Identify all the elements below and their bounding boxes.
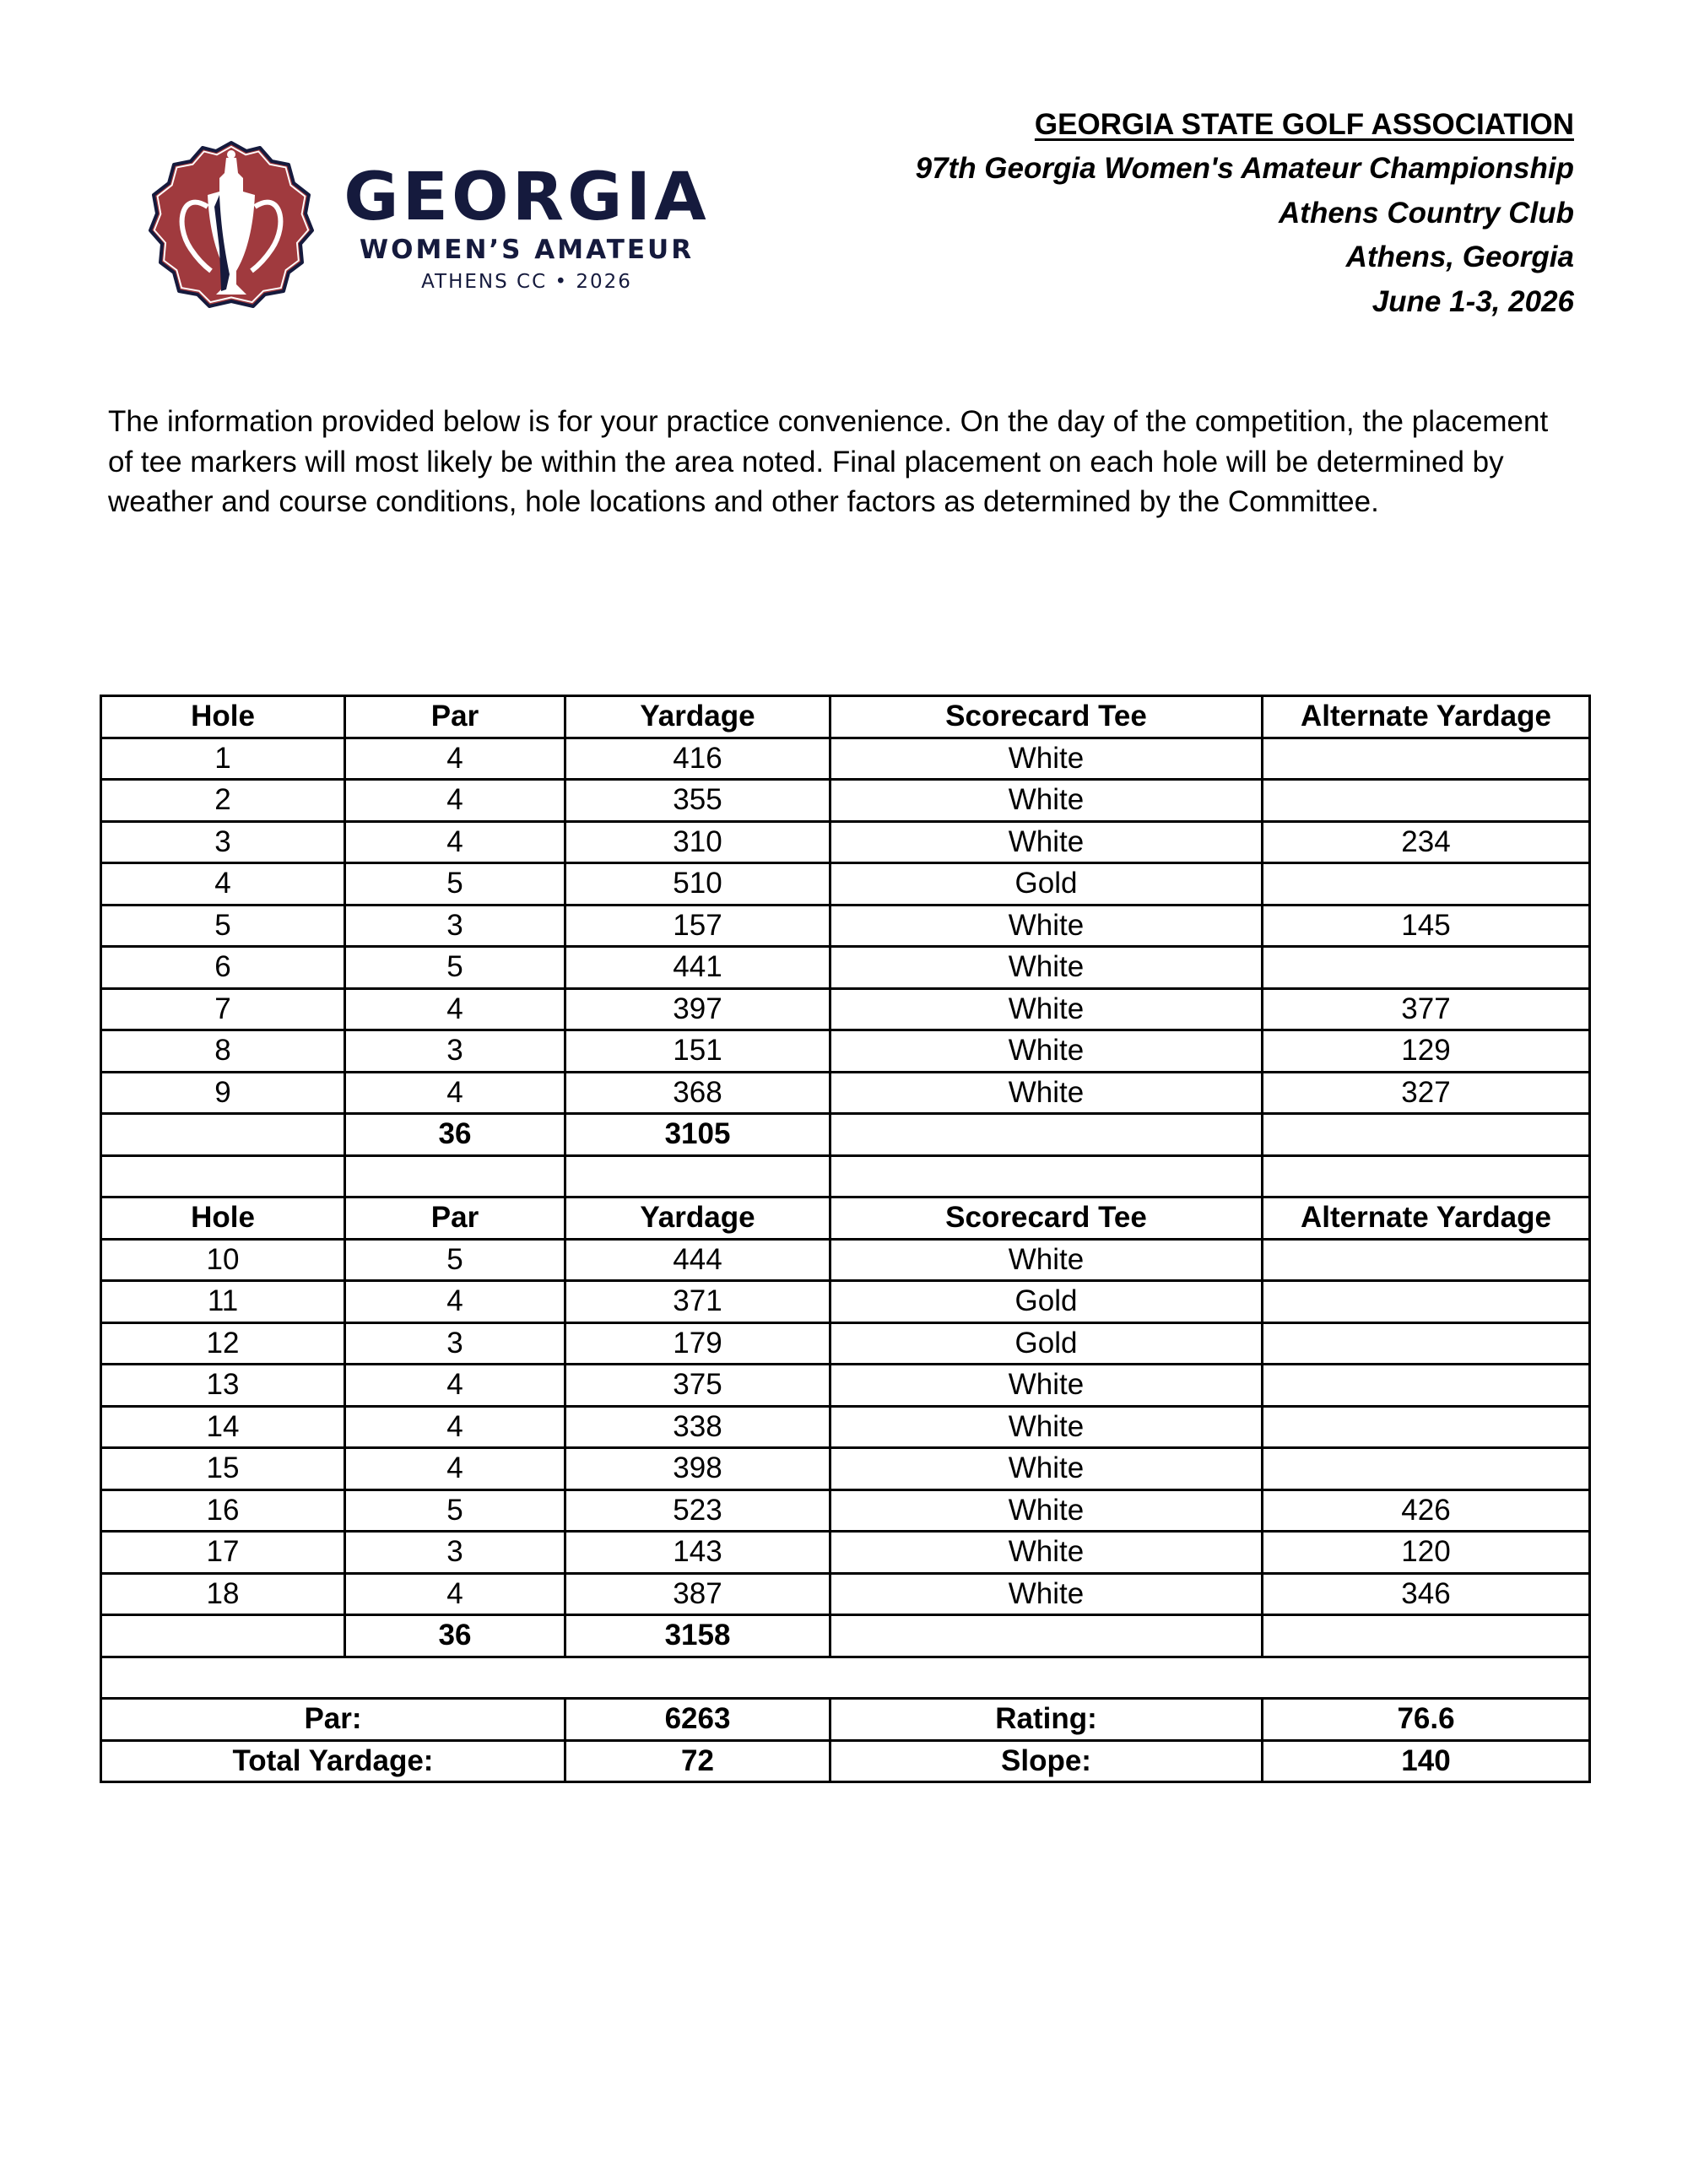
- par-cell: 4: [345, 738, 565, 780]
- alt-yardage-cell: 426: [1263, 1489, 1590, 1532]
- alt-yardage-cell: [1263, 947, 1590, 989]
- par-cell: 3: [345, 1030, 565, 1073]
- back-nine-yardage-total: 3158: [565, 1615, 830, 1657]
- tee-cell: White: [830, 1072, 1263, 1114]
- empty-cell: [830, 1114, 1263, 1156]
- hole-cell: 13: [101, 1365, 345, 1407]
- alt-yardage-cell: [1263, 1406, 1590, 1448]
- event-location: Athens, Georgia: [1345, 241, 1574, 273]
- front-nine-yardage-total: 3105: [565, 1114, 830, 1156]
- hole-cell: 2: [101, 780, 345, 822]
- table-row: [101, 905, 1590, 947]
- table-row: [101, 780, 1590, 822]
- summary-value: 76.6: [1263, 1699, 1590, 1741]
- logo-wordmark: [333, 159, 721, 295]
- intro-paragraph: The information provided below is for your practice convenience. On the day of the competition, the placement of tee markers will most likely be within the area noted. Final placement on each hole will be determined by weather and course conditions, hole locations and other factors as determined by the Committee.: [108, 405, 1549, 518]
- alt-yardage-cell: 346: [1263, 1573, 1590, 1615]
- summary-label: Rating:: [830, 1699, 1263, 1741]
- tee-cell: White: [830, 1448, 1263, 1490]
- hole-cell: 6: [101, 947, 345, 989]
- tee-cell: White: [830, 1532, 1263, 1574]
- empty-cell: [101, 1615, 345, 1657]
- hole-cell: 16: [101, 1489, 345, 1532]
- yardage-cell: 151: [565, 1030, 830, 1073]
- yardage-cell: 157: [565, 905, 830, 947]
- table-row: [101, 1072, 1590, 1114]
- yardage-cell: 338: [565, 1406, 830, 1448]
- par-cell: 4: [345, 821, 565, 863]
- tee-cell: White: [830, 1365, 1263, 1407]
- alt-yardage-cell: [1263, 1365, 1590, 1407]
- tee-cell: White: [830, 1239, 1263, 1281]
- organization-name: GEORGIA STATE GOLF ASSOCIATION: [1034, 108, 1574, 141]
- column-header-alternate-yardage: Alternate Yardage: [1263, 696, 1590, 738]
- table-row: [101, 1322, 1590, 1365]
- yardage-cell: 441: [565, 947, 830, 989]
- hole-cell: 11: [101, 1281, 345, 1323]
- empty-cell: [830, 1615, 1263, 1657]
- table-row: [101, 1030, 1590, 1073]
- par-cell: 4: [345, 780, 565, 822]
- column-header-scorecard-tee: Scorecard Tee: [830, 696, 1263, 738]
- trophy-crest-icon: [149, 139, 314, 308]
- column-header-alternate-yardage: Alternate Yardage: [1263, 1197, 1590, 1240]
- championship-name: 97th Georgia Women's Amateur Championship: [915, 152, 1574, 185]
- par-cell: 4: [345, 1448, 565, 1490]
- yardage-cell: 371: [565, 1281, 830, 1323]
- hole-cell: 8: [101, 1030, 345, 1073]
- tee-cell: White: [830, 947, 1263, 989]
- empty-cell: [345, 1155, 565, 1197]
- tee-cell: Gold: [830, 863, 1263, 905]
- tee-cell: Gold: [830, 1322, 1263, 1365]
- yardage-cell: 416: [565, 738, 830, 780]
- hole-cell: 18: [101, 1573, 345, 1615]
- alt-yardage-cell: 327: [1263, 1072, 1590, 1114]
- tee-cell: White: [830, 1030, 1263, 1073]
- column-header-par: Par: [345, 1197, 565, 1240]
- alt-yardage-cell: 234: [1263, 821, 1590, 863]
- hole-cell: 3: [101, 821, 345, 863]
- alt-yardage-cell: [1263, 1281, 1590, 1323]
- par-cell: 3: [345, 1532, 565, 1574]
- tee-cell: White: [830, 1406, 1263, 1448]
- empty-cell: [830, 1155, 1263, 1197]
- hole-cell: 17: [101, 1532, 345, 1574]
- hole-cell: 10: [101, 1239, 345, 1281]
- table-row: [101, 821, 1590, 863]
- summary-row: [101, 1740, 1590, 1782]
- hole-cell: 4: [101, 863, 345, 905]
- alt-yardage-cell: 145: [1263, 905, 1590, 947]
- table-row: [101, 988, 1590, 1030]
- table-row: [101, 738, 1590, 780]
- alt-yardage-cell: 377: [1263, 988, 1590, 1030]
- yardage-cell: 368: [565, 1072, 830, 1114]
- table-row: [101, 1532, 1590, 1574]
- par-cell: 4: [345, 988, 565, 1030]
- tee-cell: White: [830, 1489, 1263, 1532]
- par-cell: 5: [345, 1239, 565, 1281]
- par-cell: 3: [345, 905, 565, 947]
- table-row: [101, 1406, 1590, 1448]
- event-dates: June 1-3, 2026: [1372, 284, 1574, 318]
- empty-cell: [101, 1155, 345, 1197]
- tee-cell: White: [830, 1573, 1263, 1615]
- alt-yardage-cell: 129: [1263, 1030, 1590, 1073]
- summary-label: Slope:: [830, 1740, 1263, 1782]
- column-header-scorecard-tee: Scorecard Tee: [830, 1197, 1263, 1240]
- yardage-cell: 375: [565, 1365, 830, 1407]
- hole-cell: 15: [101, 1448, 345, 1490]
- empty-cell: [101, 1114, 345, 1156]
- hole-cell: 9: [101, 1072, 345, 1114]
- yardage-cell: 523: [565, 1489, 830, 1532]
- hole-cell: 14: [101, 1406, 345, 1448]
- hole-cell: 12: [101, 1322, 345, 1365]
- logo-title: GEORGIA: [344, 159, 710, 235]
- front-nine-par-total: 36: [345, 1114, 565, 1156]
- championship-logo: [149, 139, 722, 308]
- hole-cell: 1: [101, 738, 345, 780]
- table-row: [101, 1448, 1590, 1490]
- table-row: [101, 863, 1590, 905]
- alt-yardage-cell: [1263, 1448, 1590, 1490]
- alt-yardage-cell: [1263, 1239, 1590, 1281]
- club-name: Athens Country Club: [1279, 196, 1574, 230]
- tee-cell: White: [830, 988, 1263, 1030]
- par-cell: 4: [345, 1406, 565, 1448]
- table-row: [101, 947, 1590, 989]
- table-header-row: [101, 696, 1590, 738]
- summary-value: 6263: [565, 1699, 830, 1741]
- yardage-cell: 179: [565, 1322, 830, 1365]
- par-cell: 5: [345, 1489, 565, 1532]
- spacer-row: [101, 1155, 1590, 1197]
- yardage-cell: 510: [565, 863, 830, 905]
- table-row: [101, 1365, 1590, 1407]
- table-row: [101, 1281, 1590, 1323]
- tee-cell: White: [830, 905, 1263, 947]
- empty-cell: [1263, 1114, 1590, 1156]
- column-header-yardage: Yardage: [565, 1197, 830, 1240]
- empty-cell: [101, 1657, 1590, 1699]
- yardage-cell: 355: [565, 780, 830, 822]
- par-cell: 4: [345, 1281, 565, 1323]
- tee-cell: White: [830, 780, 1263, 822]
- alt-yardage-cell: [1263, 1322, 1590, 1365]
- back-nine-par-total: 36: [345, 1615, 565, 1657]
- yardage-cell: 397: [565, 988, 830, 1030]
- yardage-table: [100, 695, 1591, 1783]
- back-nine-total-row: [101, 1615, 1590, 1657]
- column-header-yardage: Yardage: [565, 696, 830, 738]
- spacer-row: [101, 1657, 1590, 1699]
- event-header: [916, 103, 1574, 324]
- summary-value: 72: [565, 1740, 830, 1782]
- par-cell: 4: [345, 1072, 565, 1114]
- tee-cell: White: [830, 738, 1263, 780]
- par-cell: 5: [345, 863, 565, 905]
- column-header-hole: Hole: [101, 696, 345, 738]
- table-row: [101, 1489, 1590, 1532]
- empty-cell: [1263, 1155, 1590, 1197]
- hole-cell: 5: [101, 905, 345, 947]
- alt-yardage-cell: [1263, 863, 1590, 905]
- column-header-hole: Hole: [101, 1197, 345, 1240]
- alt-yardage-cell: [1263, 738, 1590, 780]
- yardage-cell: 143: [565, 1532, 830, 1574]
- summary-value: 140: [1263, 1740, 1590, 1782]
- par-cell: 4: [345, 1365, 565, 1407]
- hole-cell: 7: [101, 988, 345, 1030]
- alt-yardage-cell: [1263, 780, 1590, 822]
- table-header-row-back-nine: [101, 1197, 1590, 1240]
- yardage-cell: 310: [565, 821, 830, 863]
- par-cell: 5: [345, 947, 565, 989]
- alt-yardage-cell: 120: [1263, 1532, 1590, 1574]
- yardage-cell: 387: [565, 1573, 830, 1615]
- table-row: [101, 1239, 1590, 1281]
- tee-cell: White: [830, 821, 1263, 863]
- column-header-par: Par: [345, 696, 565, 738]
- empty-cell: [565, 1155, 830, 1197]
- summary-label: Total Yardage:: [101, 1740, 565, 1782]
- par-cell: 3: [345, 1322, 565, 1365]
- yardage-cell: 444: [565, 1239, 830, 1281]
- logo-venue: ATHENS CC • 2026: [421, 271, 632, 293]
- tee-cell: Gold: [830, 1281, 1263, 1323]
- summary-label: Par:: [101, 1699, 565, 1741]
- table-row: [101, 1573, 1590, 1615]
- summary-row: [101, 1699, 1590, 1741]
- front-nine-total-row: [101, 1114, 1590, 1156]
- logo-subtitle: WOMEN’S AMATEUR: [359, 235, 695, 265]
- yardage-cell: 398: [565, 1448, 830, 1490]
- empty-cell: [1263, 1615, 1590, 1657]
- par-cell: 4: [345, 1573, 565, 1615]
